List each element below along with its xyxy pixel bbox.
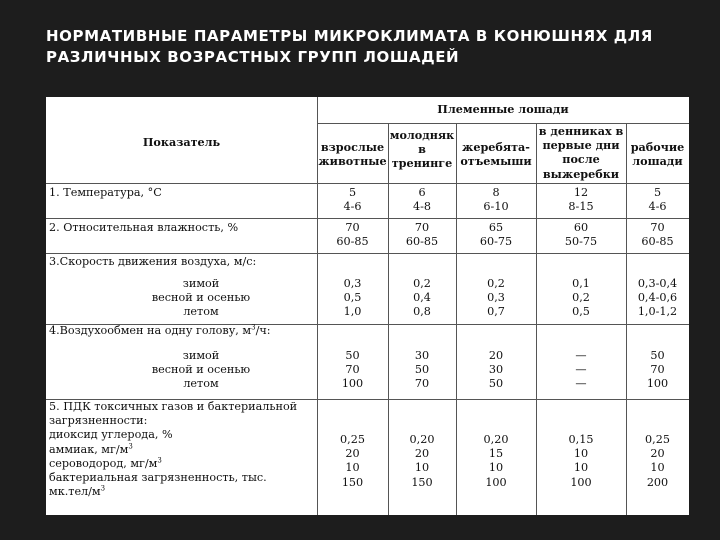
row-label-humidity: 2. Относительная влажность, % [49,221,239,234]
row-label-air-exchange: 4.Воздухообмен на одну голову, $м^3/ч$: [49,323,271,337]
table-cell: 0,20 20 10 150 [409,433,435,489]
table-cell: — — — [575,349,587,391]
grid-line [46,253,689,254]
header-col3: жеребята- отъемыши [460,140,532,169]
table-cell: 0,1 0,2 0,5 [572,277,590,319]
grid-line [317,123,689,124]
row-sublabels-air-speed: зимой весной и осенью летом [151,277,251,319]
row-sublabels-air-exchange: зимой весной и осенью летом [151,349,251,391]
table-cell: 0,3-0,4 0,4-0,6 1,0-1,2 [637,277,678,319]
table-cell: 20 30 50 [488,349,504,391]
header-group-title: Племенные лошади [437,102,569,116]
table-cell: 70 60-85 [405,221,439,249]
header-indicator: Показатель [142,135,221,149]
row-label-toxic-gases: 5. ПДК токсичных газов и бактериальной загрязненности: диоксид углерода, % аммиак, $мг/м^3$ сероводород, $мг/м^3$ бактериальная загрязненность, тыс. $мк.тел/м^3$ [49,400,298,499]
grid-line [46,218,689,219]
header-col5: рабочие лошади [630,140,685,169]
table-cell: 0,25 20 10 150 [340,433,365,489]
table-cell: 65 60-75 [479,221,513,249]
table-cell: 5 4-6 [648,186,667,214]
title-line-1: НОРМАТИВНЫЕ ПАРАМЕТРЫ МИКРОКЛИМАТА В КОНЮШНЯХ ДЛЯ [46,27,653,45]
table-cell: 12 8-15 [568,186,594,214]
table-cell: 50 70 100 [646,349,669,391]
table-cell: 0,3 0,5 1,0 [343,277,362,319]
slide-title [46,26,696,68]
title-line-2: РАЗЛИЧНЫХ ВОЗРАСТНЫХ ГРУПП ЛОШАДЕЙ [46,48,460,66]
table-cell: 0,20 15 10 100 [483,433,509,489]
microclimate-table [46,97,689,515]
table-cell: 8 6-10 [483,186,509,214]
header-col4: в денниках в первые дни после выжеребки [538,124,624,181]
header-col2: молодняк в тренинге [389,128,455,171]
row-label-temperature: 1. Температура, °С [49,186,162,199]
table-cell: 0,2 0,3 0,7 [487,277,505,319]
table-cell: 0,15 10 10 100 [568,433,594,489]
table-cell: 0,25 20 10 200 [645,433,670,489]
table-cell: 50 70 100 [341,349,364,391]
table-cell: 70 60-85 [336,221,369,249]
table-cell: 70 60-85 [641,221,674,249]
grid-line [46,183,689,184]
header-col1: взрослые животные [318,140,387,169]
table-cell: 60 50-75 [564,221,598,249]
row-label-air-speed: 3.Скорость движения воздуха, м/с: [49,255,257,268]
table-cell: 0,2 0,4 0,8 [413,277,431,319]
table-cell: 5 4-6 [343,186,362,214]
table-cell: 6 4-8 [412,186,432,214]
table-cell: 30 50 70 [414,349,430,391]
